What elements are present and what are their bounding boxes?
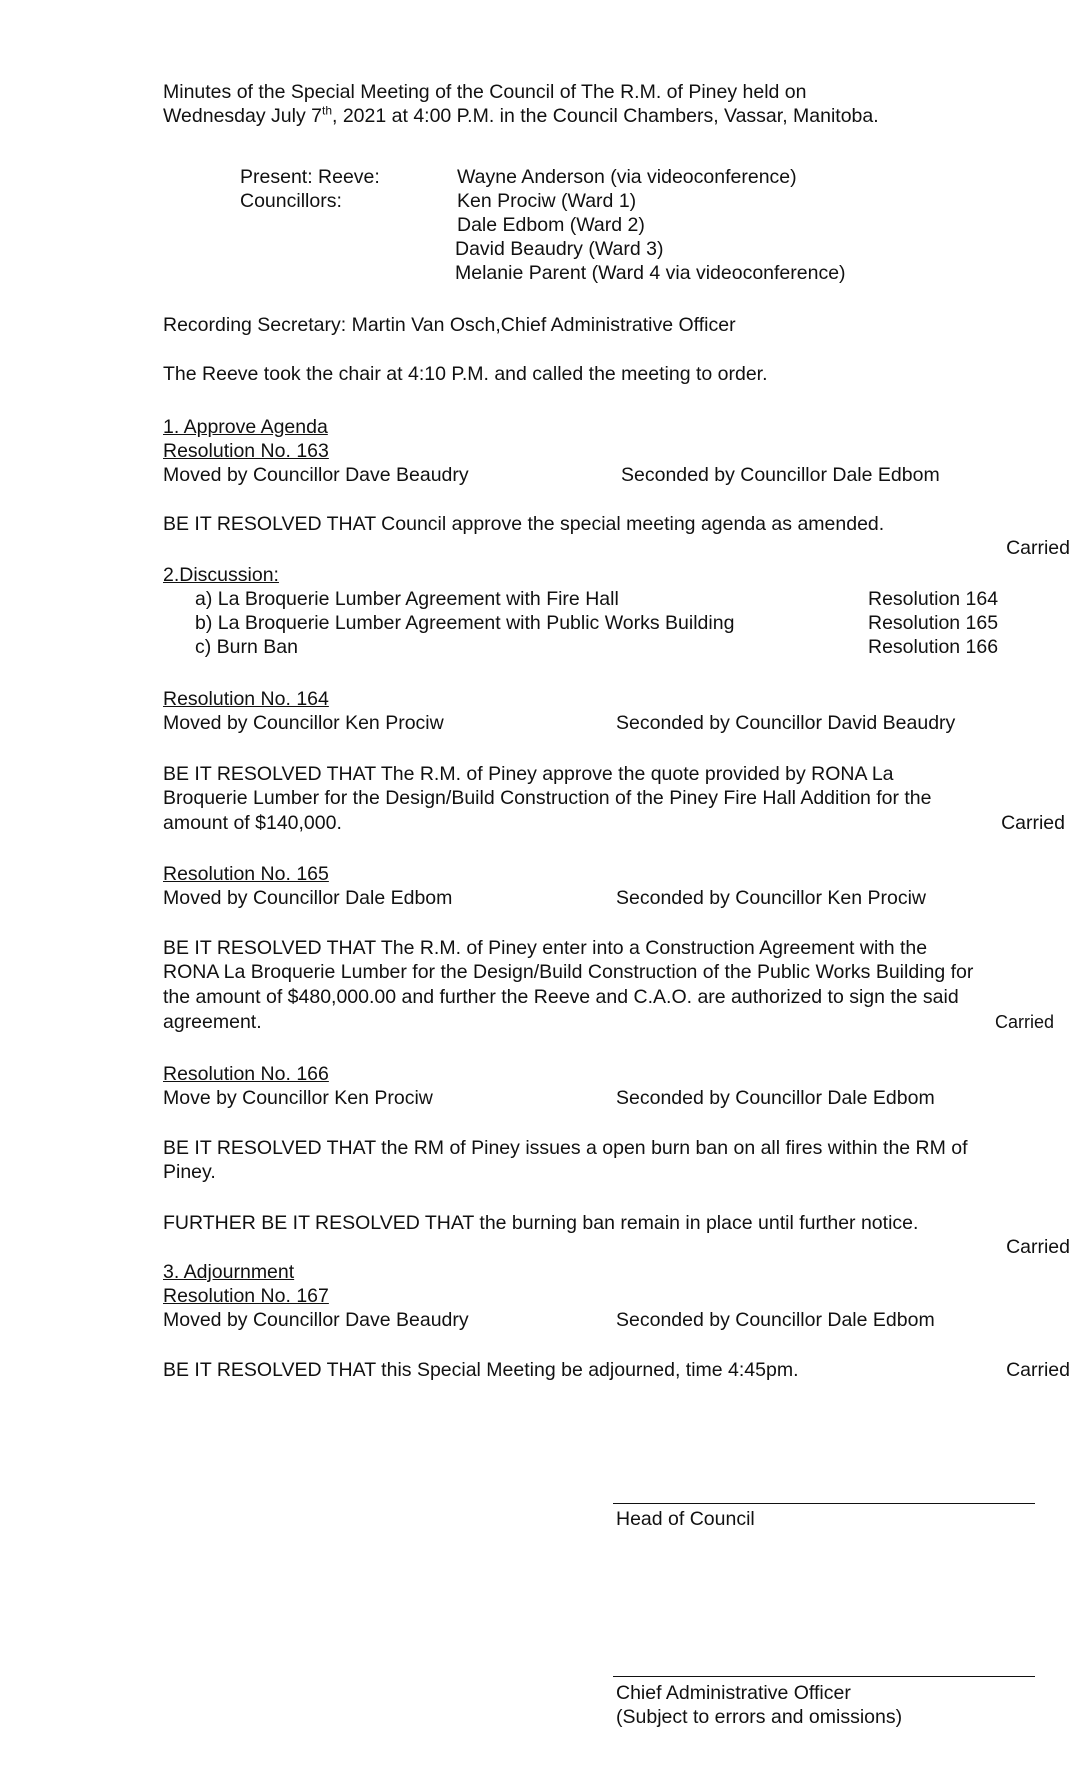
councillor-3: David Beaudry (Ward 3) <box>455 238 664 260</box>
discussion-item-c-ref: Resolution 166 <box>868 636 999 658</box>
resolution-164-seconded: Seconded by Councillor David Beaudry <box>616 712 956 734</box>
resolution-167-title: Resolution No. 167 <box>163 1285 329 1307</box>
resolution-165-status: Carried <box>994 1012 1054 1032</box>
title-date: Wednesday July 7 <box>163 105 322 127</box>
resolution-164-text-line-3: amount of $140,000. <box>163 812 342 834</box>
councillor-2: Dale Edbom (Ward 2) <box>457 214 645 236</box>
resolution-163-seconded: Seconded by Councillor Dale Edbom <box>621 464 940 486</box>
resolution-165-text-line-1: BE IT RESOLVED THAT The R.M. of Piney enter into a Construction Agreement with the <box>163 937 928 959</box>
resolution-165-text-line-2: RONA La Broquerie Lumber for the Design/Build Construction of the Public Works Building for <box>163 961 974 983</box>
minutes-title-line-2 <box>163 104 879 129</box>
resolution-165-moved: Moved by Councillor Dale Edbom <box>163 887 453 909</box>
councillor-4: Melanie Parent (Ward 4 via videoconference) <box>455 262 846 284</box>
resolution-164-status: Carried <box>1001 812 1065 834</box>
resolution-166-status: Carried <box>1006 1236 1070 1258</box>
resolution-165-seconded: Seconded by Councillor Ken Prociw <box>616 887 927 909</box>
resolution-166-title: Resolution No. 166 <box>163 1063 329 1085</box>
reeve-name: Wayne Anderson (via videoconference) <box>457 166 797 188</box>
present-reeve-label: Present: Reeve: <box>240 166 380 188</box>
head-of-council-label: Head of Council <box>616 1508 755 1530</box>
section-approve-agenda: 1. Approve Agenda <box>163 416 328 438</box>
resolution-164-title: Resolution No. 164 <box>163 688 329 710</box>
resolution-163-moved: Moved by Councillor Dave Beaudry <box>163 464 469 486</box>
resolution-164-moved: Moved by Councillor Ken Prociw <box>163 712 444 734</box>
cao-signature-line <box>613 1676 1035 1677</box>
councillors-label: Councillors: <box>240 190 342 212</box>
recording-secretary: Recording Secretary: Martin Van Osch,Chief Administrative Officer <box>163 314 736 336</box>
discussion-item-b: b) La Broquerie Lumber Agreement with Public Works Building <box>195 612 735 634</box>
discussion-item-c: c) Burn Ban <box>195 636 298 658</box>
resolution-165-text-line-4: agreement. <box>163 1011 262 1033</box>
resolution-164-text-line-1: BE IT RESOLVED THAT The R.M. of Piney approve the quote provided by RONA La <box>163 763 894 785</box>
cao-label: Chief Administrative Officer <box>616 1682 851 1704</box>
head-of-council-signature-line <box>613 1503 1035 1504</box>
section-discussion: 2.Discussion: <box>163 564 279 586</box>
resolution-167-text: BE IT RESOLVED THAT this Special Meeting be adjourned, time 4:45pm. <box>163 1359 799 1381</box>
resolution-166-further: FURTHER BE IT RESOLVED THAT the burning ban remain in place until further notice. <box>163 1212 919 1234</box>
resolution-165-title: Resolution No. 165 <box>163 863 329 885</box>
resolution-163-title: Resolution No. 163 <box>163 440 329 462</box>
section-adjournment: 3. Adjournment <box>163 1261 295 1283</box>
discussion-item-a-ref: Resolution 164 <box>868 588 999 610</box>
resolution-164-text-line-2: Broquerie Lumber for the Design/Build Construction of the Piney Fire Hall Addition for the <box>163 787 932 809</box>
resolution-167-moved: Moved by Councillor Dave Beaudry <box>163 1309 469 1331</box>
title-date-superscript: th <box>321 103 332 118</box>
call-to-order: The Reeve took the chair at 4:10 P.M. and called the meeting to order. <box>163 363 768 385</box>
resolution-163-text: BE IT RESOLVED THAT Council approve the special meeting agenda as amended. <box>163 513 885 535</box>
title-location: , 2021 at 4:00 P.M. in the Council Chambers, Vassar, Manitoba. <box>332 105 879 127</box>
resolution-166-text-line-1: BE IT RESOLVED THAT the RM of Piney issues a open burn ban on all fires within the RM of <box>163 1137 968 1159</box>
resolution-166-seconded: Seconded by Councillor Dale Edbom <box>616 1087 935 1109</box>
resolution-166-moved: Move by Councillor Ken Prociw <box>163 1087 433 1109</box>
resolution-167-seconded: Seconded by Councillor Dale Edbom <box>616 1309 935 1331</box>
errors-omissions-note: (Subject to errors and omissions) <box>616 1706 903 1728</box>
councillor-1: Ken Prociw (Ward 1) <box>457 190 637 212</box>
resolution-166-text-line-2: Piney. <box>163 1161 216 1183</box>
minutes-title-line-1: Minutes of the Special Meeting of the Council of The R.M. of Piney held on <box>163 81 807 103</box>
resolution-167-status: Carried <box>1006 1359 1070 1381</box>
discussion-item-a: a) La Broquerie Lumber Agreement with Fire Hall <box>195 588 619 610</box>
resolution-163-status: Carried <box>1006 537 1070 559</box>
discussion-item-b-ref: Resolution 165 <box>868 612 999 634</box>
resolution-165-text-line-3: the amount of $480,000.00 and further the Reeve and C.A.O. are authorized to sign the said <box>163 986 959 1008</box>
